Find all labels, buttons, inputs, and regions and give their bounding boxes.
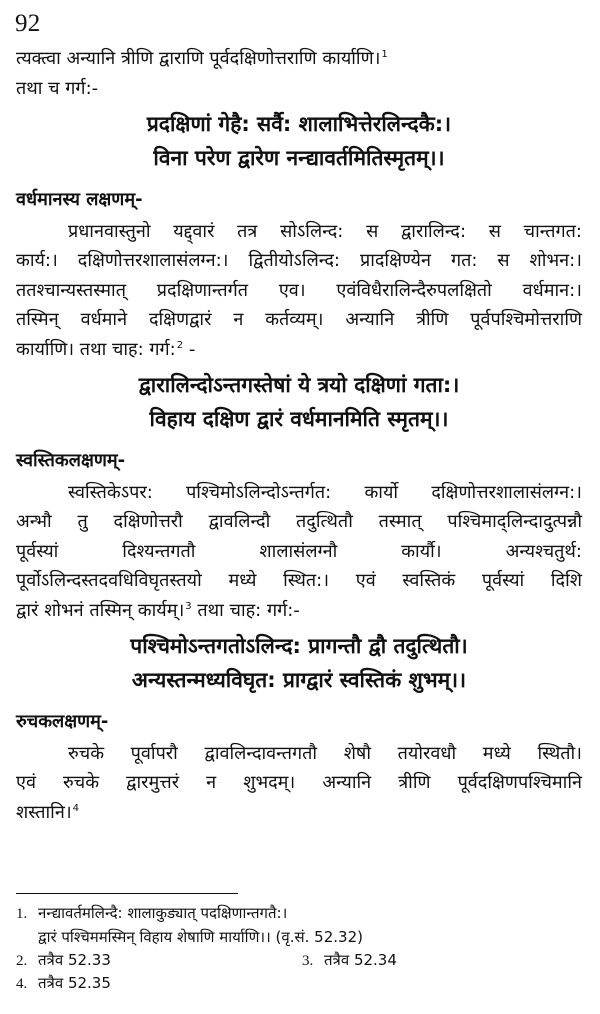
section-heading-svastika: स्वस्तिकलक्षणम्- bbox=[16, 450, 126, 471]
footnote-divider bbox=[16, 893, 238, 894]
footnote-text: द्वारं पश्चिममस्मिन् विहाय शेषाणि मार्याणि।। (वृ.सं. 52.32) bbox=[38, 928, 363, 946]
verse-vardhamana bbox=[16, 368, 582, 436]
footnote-text: तत्रैव 52.34 bbox=[324, 951, 397, 969]
verse-1 bbox=[16, 107, 582, 175]
intro-line-2: तथा च गर्ग:- bbox=[16, 77, 99, 99]
page-number: 92 bbox=[15, 10, 41, 37]
section-line-text: कार्याणि। तथा चाह: गर्ग: bbox=[16, 338, 176, 360]
footnote-text: तत्रैव 52.35 bbox=[38, 974, 111, 992]
footnote-1-continuation bbox=[16, 926, 582, 949]
section-line: अन्भौ तु दक्षिणोत्तरौ द्वावलिन्दौ तदुत्थितौ तस्मात् पश्चिमाद्लिन्दादुत्पन्नौ bbox=[16, 511, 582, 532]
footnote-ref-1: 1 bbox=[381, 49, 388, 60]
footnote-3 bbox=[302, 949, 397, 973]
section-rucaka bbox=[16, 707, 582, 827]
section-last-line bbox=[16, 596, 582, 626]
verse-1-line-2: विना परेण द्वारेण नन्द्यावर्तमितिस्मृतम्।। bbox=[153, 146, 445, 170]
footnote-2 bbox=[16, 949, 582, 973]
intro-line-1-text: त्यक्त्वा अन्यानि त्रीणि द्वाराणि पूर्वदक्षिणोत्तराणि कार्याणि। bbox=[16, 48, 381, 69]
page-content bbox=[16, 44, 582, 827]
intro-line-1 bbox=[16, 44, 582, 74]
footnote-text: तत्रैव 52.33 bbox=[38, 951, 111, 969]
section-line-suffix: - bbox=[183, 338, 196, 360]
footnote-1 bbox=[16, 902, 582, 926]
section-line: तस्मिन् वर्धमाने दक्षिणद्वारं न कर्तव्यम्। अन्यानि त्रीणि पूर्वपश्चिमोत्तराणि bbox=[16, 309, 582, 330]
verse-line: पश्चिमोऽन्तगतोऽलिन्द: प्रागन्तौ द्वौ तदुत्थितौ। bbox=[130, 634, 468, 658]
section-vardhamana bbox=[16, 185, 582, 436]
footnote-number: 2. bbox=[16, 953, 28, 969]
footnote-row-2-3 bbox=[16, 949, 582, 972]
section-svastika bbox=[16, 446, 582, 697]
section-last-line bbox=[16, 335, 582, 365]
section-line: पूर्वस्यां दिश्यन्तगतौ शालासंलग्नौ कार्यौ। अन्यश्चतुर्थ: bbox=[16, 540, 582, 562]
section-heading-rucaka: रुचकलक्षणम्- bbox=[16, 711, 109, 732]
section-line: ततश्चान्यस्तस्मात् प्रदक्षिणान्तर्गत एव। एवंविधैरालिन्दैरुपलक्षितो वर्धमान:। bbox=[16, 279, 582, 301]
section-heading-vardhamana: वर्धमानस्य लक्षणम्- bbox=[16, 189, 143, 210]
verse-line: द्वारालिन्दोऽन्तगस्तेषां ये त्रयो दक्षिणां गता:। bbox=[138, 373, 460, 397]
section-last-line bbox=[16, 798, 582, 828]
footnote-ref-2: 2 bbox=[176, 339, 184, 351]
section-line: स्वस्तिकेऽपर: पश्चिमोऽलिन्दोऽन्तर्गत: कार्यो दक्षिणोत्तरशालासंलग्न:। bbox=[68, 481, 582, 503]
verse-svastika bbox=[16, 629, 582, 697]
footnote-4 bbox=[16, 972, 582, 996]
verse-line: विहाय दक्षिण द्वारं वर्धमानमिति स्मृतम्।। bbox=[149, 407, 449, 431]
section-line-suffix: तथा चाह: गर्ग:- bbox=[191, 599, 300, 621]
section-line: प्रधानवास्तुनो यद्द्वारं तत्र सोऽलिन्द: स द्वारालिन्द: स चान्तगत: bbox=[68, 220, 582, 242]
footnote-number: 4. bbox=[16, 976, 28, 992]
section-line-text: द्वारं शोभनं तस्मिन् कार्यम्। bbox=[16, 599, 185, 621]
footnote-text: नन्द्यावर्तमलिन्दै: शालाकुड्यात् पदक्षिणान्तगतै:। bbox=[38, 904, 288, 922]
footnote-ref-3: 3 bbox=[185, 600, 192, 612]
section-line: रुचके पूर्वापरौ द्वावलिन्दावन्तगतौ शेषौ तयोरवधौ मध्ये स्थितौ। bbox=[68, 742, 582, 764]
footnotes bbox=[16, 902, 582, 996]
footnote-number: 1. bbox=[16, 906, 28, 922]
section-line: कार्य:। दक्षिणोत्तरशालासंलग्न:। द्वितीयोऽलिन्द: प्रादक्षिण्येन गत: स शोभन:। bbox=[16, 250, 582, 271]
footnote-ref-4: 4 bbox=[72, 802, 80, 814]
verse-1-line-1: प्रदक्षिणां गेहै: सर्वै: शालाभित्तेरलिन्दकै:। bbox=[146, 112, 452, 136]
section-line: एवं रुचके द्वारमुत्तरं न शुभदम्। अन्यानि त्रीणि पूर्वदक्षिणपश्चिमानि bbox=[16, 772, 582, 793]
section-line: पूर्वोऽलिन्दस्तदवधिविघृतस्तयो मध्ये स्थित:। एवं स्वस्तिकं पूर्वस्यां दिशि bbox=[16, 570, 582, 591]
footnote-number: 3. bbox=[302, 953, 314, 969]
section-line-text: शस्तानि। bbox=[16, 801, 72, 823]
verse-line: अन्यस्तन्मध्यविघृत: प्राग्द्वारं स्वस्तिकं शुभम्।। bbox=[131, 668, 467, 692]
